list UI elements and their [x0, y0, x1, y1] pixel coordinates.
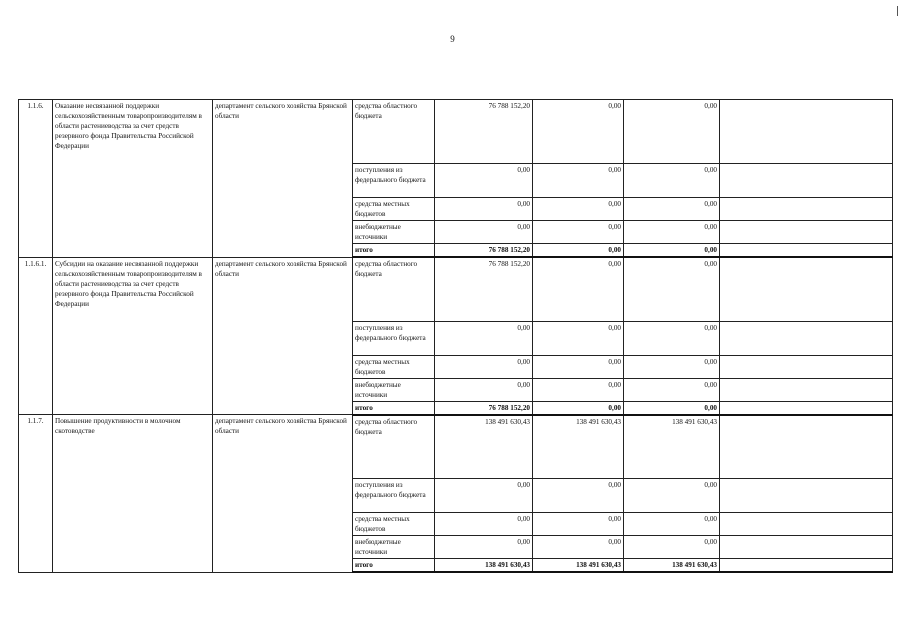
funding-source: средства областного бюджета	[353, 100, 435, 164]
item-code: 1.1.7.	[19, 415, 53, 573]
amount-year-3: 0,00	[624, 479, 720, 513]
amount-year-2: 0,00	[533, 401, 624, 415]
empty-cell	[720, 257, 893, 321]
amount-year-3: 0,00	[624, 321, 720, 355]
empty-cell	[720, 536, 893, 559]
amount-year-3: 0,00	[624, 198, 720, 221]
item-code: 1.1.6.	[19, 100, 53, 258]
amount-year-3: 0,00	[624, 257, 720, 321]
page-number: 9	[450, 34, 455, 44]
empty-cell	[720, 559, 893, 573]
empty-cell	[720, 479, 893, 513]
amount-year-3: 0,00	[624, 355, 720, 378]
amount-year-2: 0,00	[533, 198, 624, 221]
amount-year-1: 76 788 152,20	[435, 401, 533, 415]
amount-year-3: 138 491 630,43	[624, 559, 720, 573]
empty-cell	[720, 355, 893, 378]
funding-source: средства местных бюджетов	[353, 355, 435, 378]
empty-cell	[720, 221, 893, 244]
amount-year-1: 76 788 152,20	[435, 100, 533, 164]
amount-year-1: 0,00	[435, 198, 533, 221]
amount-year-2: 0,00	[533, 378, 624, 401]
funding-source: итого	[353, 401, 435, 415]
table-row	[19, 257, 893, 321]
item-executor: департамент сельского хозяйства Брянской области	[213, 415, 353, 573]
empty-cell	[720, 100, 893, 164]
funding-source: итого	[353, 559, 435, 573]
amount-year-3: 0,00	[624, 513, 720, 536]
amount-year-2: 0,00	[533, 100, 624, 164]
amount-year-1: 76 788 152,20	[435, 257, 533, 321]
empty-cell	[720, 415, 893, 479]
amount-year-3: 0,00	[624, 536, 720, 559]
funding-source: средства местных бюджетов	[353, 198, 435, 221]
empty-cell	[720, 164, 893, 198]
funding-source: поступления из федерального бюджета	[353, 321, 435, 355]
amount-year-2: 138 491 630,43	[533, 559, 624, 573]
amount-year-1: 0,00	[435, 378, 533, 401]
amount-year-3: 0,00	[624, 164, 720, 198]
amount-year-2: 0,00	[533, 164, 624, 198]
amount-year-1: 76 788 152,20	[435, 244, 533, 258]
scan-edge-mark	[897, 6, 898, 16]
amount-year-2: 0,00	[533, 479, 624, 513]
item-name: Субсидии на оказание несвязанной поддержки сельскохозяйственным товаропроизводителям в области растениеводства за счет средств резервного фонда Правительства Российской Федерации	[53, 257, 213, 415]
amount-year-2: 0,00	[533, 221, 624, 244]
amount-year-1: 0,00	[435, 221, 533, 244]
amount-year-1: 0,00	[435, 479, 533, 513]
empty-cell	[720, 401, 893, 415]
funding-source: внебюджетные источники	[353, 378, 435, 401]
table-row	[19, 100, 893, 164]
amount-year-1: 0,00	[435, 513, 533, 536]
empty-cell	[720, 378, 893, 401]
amount-year-1: 138 491 630,43	[435, 415, 533, 479]
funding-source: средства областного бюджета	[353, 415, 435, 479]
table-row	[19, 415, 893, 479]
amount-year-2: 0,00	[533, 355, 624, 378]
amount-year-3: 0,00	[624, 401, 720, 415]
empty-cell	[720, 244, 893, 258]
funding-source: внебюджетные источники	[353, 221, 435, 244]
amount-year-2: 0,00	[533, 257, 624, 321]
empty-cell	[720, 513, 893, 536]
amount-year-2: 0,00	[533, 513, 624, 536]
amount-year-3: 0,00	[624, 378, 720, 401]
amount-year-2: 0,00	[533, 536, 624, 559]
item-executor: департамент сельского хозяйства Брянской области	[213, 257, 353, 415]
item-name: Повышение продуктивности в молочном скотоводстве	[53, 415, 213, 573]
budget-table	[18, 99, 893, 573]
funding-source: внебюджетные источники	[353, 536, 435, 559]
funding-source: поступления из федерального бюджета	[353, 164, 435, 198]
amount-year-1: 0,00	[435, 355, 533, 378]
amount-year-1: 0,00	[435, 164, 533, 198]
amount-year-3: 138 491 630,43	[624, 415, 720, 479]
empty-cell	[720, 321, 893, 355]
amount-year-1: 0,00	[435, 321, 533, 355]
item-code: 1.1.6.1.	[19, 257, 53, 415]
funding-source: средства местных бюджетов	[353, 513, 435, 536]
funding-source: итого	[353, 244, 435, 258]
amount-year-3: 0,00	[624, 100, 720, 164]
amount-year-2: 0,00	[533, 321, 624, 355]
amount-year-2: 138 491 630,43	[533, 415, 624, 479]
funding-source: поступления из федерального бюджета	[353, 479, 435, 513]
amount-year-1: 0,00	[435, 536, 533, 559]
amount-year-2: 0,00	[533, 244, 624, 258]
item-name: Оказание несвязанной поддержки сельскохозяйственным товаропроизводителям в области растениеводства за счет средств резервного фонда Правительства Российской Федерации	[53, 100, 213, 258]
amount-year-1: 138 491 630,43	[435, 559, 533, 573]
amount-year-3: 0,00	[624, 244, 720, 258]
empty-cell	[720, 198, 893, 221]
funding-source: средства областного бюджета	[353, 257, 435, 321]
item-executor: департамент сельского хозяйства Брянской области	[213, 100, 353, 258]
amount-year-3: 0,00	[624, 221, 720, 244]
